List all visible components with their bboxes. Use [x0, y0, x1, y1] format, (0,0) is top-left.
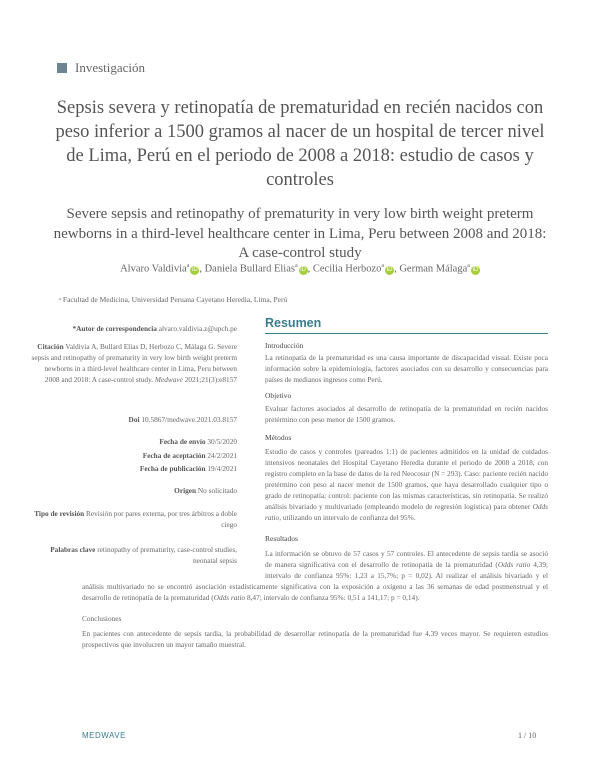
results-heading: Resultados [265, 534, 298, 543]
correspondence: *Autor de correspondencia alvaro.valdivia.z@upch.pe [72, 324, 237, 333]
page-number: 1 / 10 [518, 731, 537, 740]
methods-heading: Métodos [265, 433, 292, 442]
orcid-icon[interactable]: iD [472, 266, 479, 273]
objective-heading: Objetivo [265, 391, 292, 400]
title-spanish: Sepsis severa y retinopatía de prematuridad en recién nacidos con peso inferior a 1500 gramos al nacer de un hospital de tercer nivel de Lima, Perú en el periodo de 2008 a 2018: estudio de casos y controles [55, 98, 545, 190]
section-tag [57, 60, 145, 76]
section-square-icon [57, 63, 67, 73]
abstract-title: Resumen [265, 316, 322, 330]
results-text: La información se obtuvo de 57 casos y 57 controles. El antecedente de sepsis tardía se asoció de manera significativa con el desarrollo de retinopatía de la prematuridad (Odds ratio 4,39; intervalo de confianza 95%: 1,23 a 15,7%; p = 0,02). Al realizar el análisis bivariado y el análisis multivariado no se encontró asociación estadísticamente significativa con la exposición a oxígeno a las 36 semanas de edad postmenstrual y el desarrollo de retinopatía de la prematuridad (Odds ratio 8,47; intervalo de confianza 95%: 0,51 a 141,17; p = 0,14). [82, 549, 549, 602]
author-name[interactable]: Cecilia Herbozo [312, 263, 382, 275]
date-sent: Fecha de envío 30/5/2020 [159, 437, 237, 446]
orcid-icon[interactable]: iD [300, 266, 306, 273]
conclusions-text: En pacientes con antecedente de sepsis tardía, la probabilidad de desarrollar retinopatía de la prematuridad fue 4,39 veces mayor. Se requieren estudios prospectivos que involucren un mayor tamaño muestral. [82, 629, 548, 649]
methods-text: Estudio de casos y controles (pareados 1:1) de pacientes admitidos en la unidad de cuidados intensivos neonatales del Hospital Cayetano Heredia durante el periodo de 2008 a 2018, con registro completo en la base de datos de la red Neocosur (N = 293). Caso: paciente recién nacido pretérmino con peso al nacer menor de 1500 gramos, que haya desarrollado cualquier tipo o grado de retinopatía; control: paciente con las mismas características, sin retinopatía. Se realizó análisis bivariado y multivariado (empleando modelo de regresión logística) para obtener Odds ratio, utilizando un intervalo de confianza del 95%. [265, 447, 548, 522]
origin: Origen No solicitado [174, 486, 237, 495]
abstract-rule [265, 333, 548, 334]
affiliation: ᵃ Facultad de Medicina, Universidad Peruana Cayetano Heredia, Lima, Perú [59, 295, 288, 304]
author-list: Alvaro Valdivia$^a$iD , Daniela Bullard Elias$^a$iD , Cecilia Herbozo$^a$iD , German Málaga$^a$iD [120, 263, 479, 275]
intro-text: La retinopatía de la prematuridad es una causa importante de discapacidad visual. Existe poca información sobre la epidemiología, factores asociados con su desarrollo y consecuencias para países de medianos ingresos como Perú. [265, 353, 548, 384]
title-english: Severe sepsis and retinopathy of prematurity in very low birth weight preterm newborns in a third-level healthcare center in Lima, Peru between 2008 and 2018: A case-control study [53, 206, 547, 261]
keywords: Palabras clave retinopathy of prematurity, case-control studies, neonatal sepsis [50, 545, 237, 565]
author-name[interactable]: Daniela Bullard Elias [204, 263, 295, 275]
orcid-icon[interactable]: iD [386, 266, 393, 273]
citation: Citación Valdivia A, Bullard Elias D, Herbozo C, Málaga G. Severe sepsis and retinopathy of prematurity in very low birth weight preterm newborns in a third-level healthcare center in Lima, Peru between 2008 and 2018: A case-control study. Medwave 2021;21(3):e8157 [31, 342, 237, 384]
doi-link[interactable]: 10.5867/medwave.2021.03.8157 [141, 415, 237, 424]
date-published: Fecha de publicación 19/4/2021 [139, 464, 237, 473]
conclusions-heading: Conclusiones [82, 614, 122, 623]
intro-heading: Introducción [265, 341, 304, 350]
doi: Doi 10.5867/medwave.2021.03.8157 [128, 415, 237, 424]
orcid-icon[interactable]: iD [191, 266, 198, 273]
journal-logo: MEDWAVE [82, 731, 126, 740]
correspondence-email[interactable]: alvaro.valdivia.z@upch.pe [158, 324, 237, 333]
author-name[interactable]: Alvaro Valdivia [120, 263, 187, 275]
objective-text: Evaluar factores asociados al desarrollo de retinopatía de la prematuridad en recién nacidos pretérmino con peso menor de 1500 gramos. [265, 404, 548, 424]
author-name[interactable]: German Málaga [399, 263, 468, 275]
date-accepted: Fecha de aceptación 24/2/2021 [142, 451, 237, 460]
review-type: Tipo de revisión Revisión por pares externa, por tres árbitros a doble ciego [34, 509, 237, 529]
section-label: Investigación [75, 60, 146, 75]
